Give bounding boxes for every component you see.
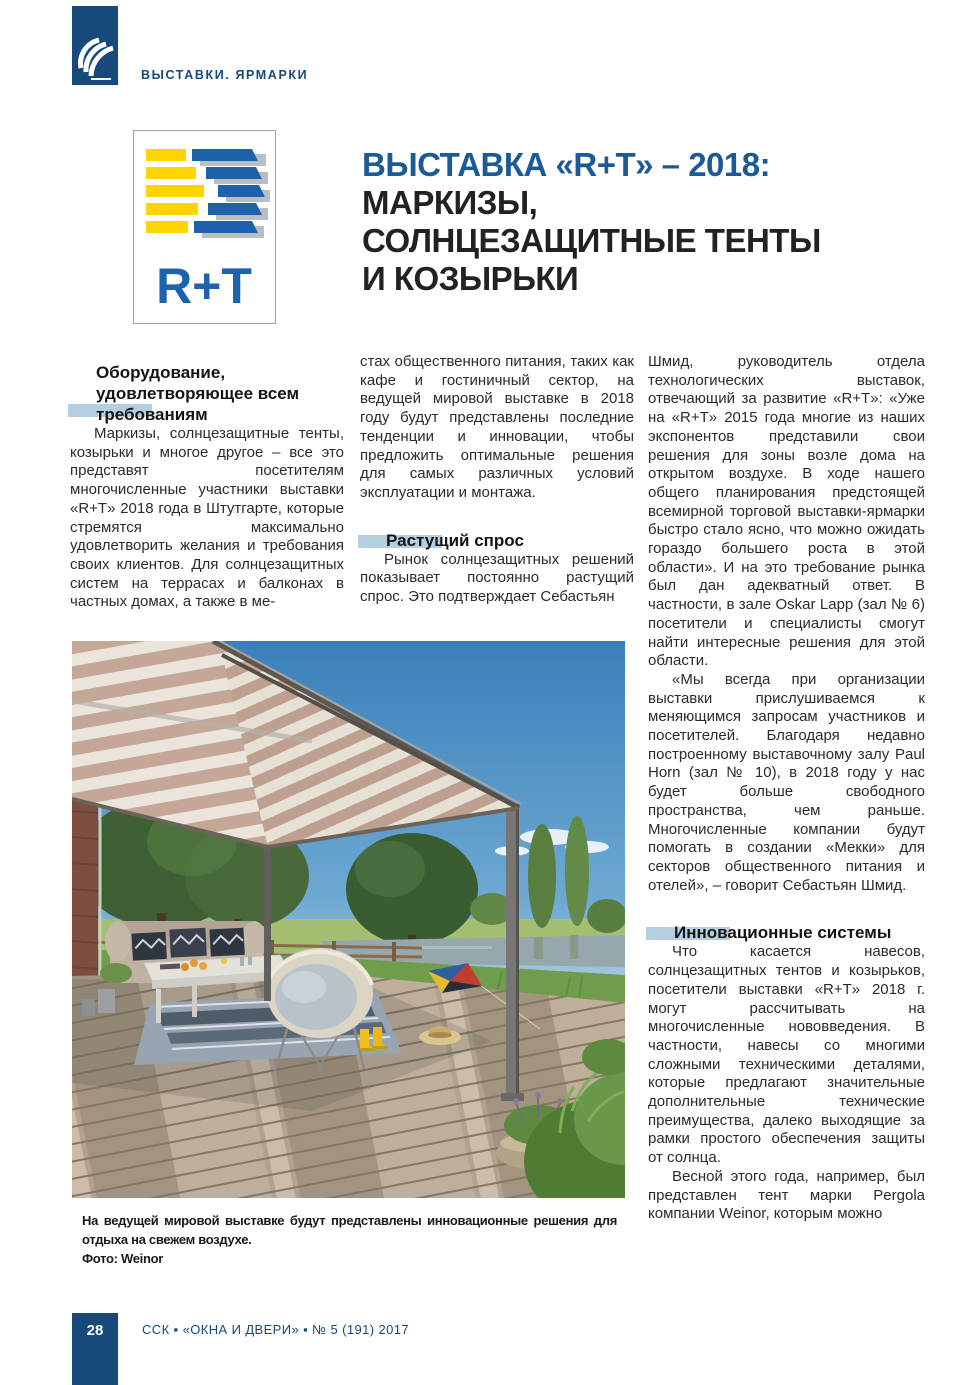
column-1 [70,362,344,612]
footer-issue-line: ССК ▪ «ОКНА И ДВЕРИ» ▪ № 5 (191) 2017 [142,1322,410,1337]
body-paragraph: стах общественного питания, таких как кафе и гостиничный сектор, на ведущей мировой выставке в 2018 году будут представлены последние тенденции и инновации, чтобы предложить оптимальные решения для самых различных условий эксплуатации и монтажа. [360,353,634,501]
photo-caption [82,1211,617,1268]
body-paragraph: «Мы всегда при организации выставки прислушиваемся к меняющимся запросам участников и посетителей. Благодаря недавно построенному выставочному залу Paul Horn (зал № 10), в 2018 году у нас будет больше свободного пространства, чем раньше. Многочисленные компании будут помогать в создании «Мекки» для секторов общественного питания и отелей», – говорит Себастьян Шмид. [648,670,925,894]
article-title [362,146,932,298]
terrace-photo [72,641,625,1198]
title-line-3: СОЛНЦЕЗАЩИТНЫЕ ТЕНТЫ [362,222,821,259]
column-3 [648,353,925,1224]
publisher-logo-icon [72,6,118,85]
subhead-innovation: Инновационные системы [648,922,925,943]
column-2 [360,353,634,607]
page-number: 28 [86,1322,104,1339]
page-number-box [72,1313,118,1385]
body-paragraph: Маркизы, солнцезащитные тенты, козырьки и многое другое – все это представят посетителям многочисленные участники выставки «R+T» 2018 года в Штутгарте, которые стремятся максимально удовлетворить желания и требования своих клиентов. Для солнцезащитных систем на террасах и балконах в частных домах, а также в ме- [70,425,344,611]
subhead-line: удовлетворяющее всем [96,384,300,403]
subhead-equipment [70,362,344,425]
title-line-1: ВЫСТАВКА «R+T» – 2018: [362,146,771,183]
rt-logo-graphic [134,131,275,323]
body-paragraph: Что касается навесов, солнцезащитных тентов и козырьков, посетители выставки «R+T» 2018 г. могут рассчитывать на многочисленные нововведения. В частности, навесы со многими сложными техническими деталями, которые предлагают значительные дополнительные технические преимущества, далеко выходящие за рамки простого обеспечения защиты от солнца. [648,943,925,1167]
body-paragraph: Шмид, руководитель отдела технологических выставок, отвечающий за развитие «R+T»: «Уже на «R+T» 2015 года многие из наших экспонентов представили свои решения для зоны возле дома на открытом воздухе. В ходе нашего общего планирования предстоящей всемирной торговой выставки-ярмарки быстро стало ясно, что можно ожидать гораздо большего роста в этой области». И на это требование рынка был дан адекватный ответ. В частности, в зале Oskar Lapp (зал № 6) посетители и специалисты смогут найти интересные решения для этой области. [648,353,925,670]
rt-logo-text: R+T [156,258,252,314]
caption-text: На ведущей мировой выставке будут представлены инновационные решения для отдыха на свежем воздухе. [82,1213,617,1247]
subhead-line: требованиям [96,405,208,424]
body-paragraph: Весной этого года, например, был представлен тент марки Pergola компании Weinor, которым можно [648,1167,925,1223]
photo-credit: Фото: Weinor [82,1251,164,1266]
rt-logo [133,130,276,324]
subhead-demand: Растущий спрос [360,530,634,551]
title-line-2: МАРКИЗЫ, [362,184,538,221]
publisher-logo-box [72,6,118,85]
subhead-line: Оборудование, [96,363,226,382]
section-label: ВЫСТАВКИ. ЯРМАРКИ [141,68,309,82]
middle-post [264,841,271,1001]
body-paragraph: Рынок солнцезащитных решений показывает постоянно растущий спрос. Это подтверждает Себастьян [360,550,634,606]
title-line-4: И КОЗЫРЬКИ [362,260,579,297]
